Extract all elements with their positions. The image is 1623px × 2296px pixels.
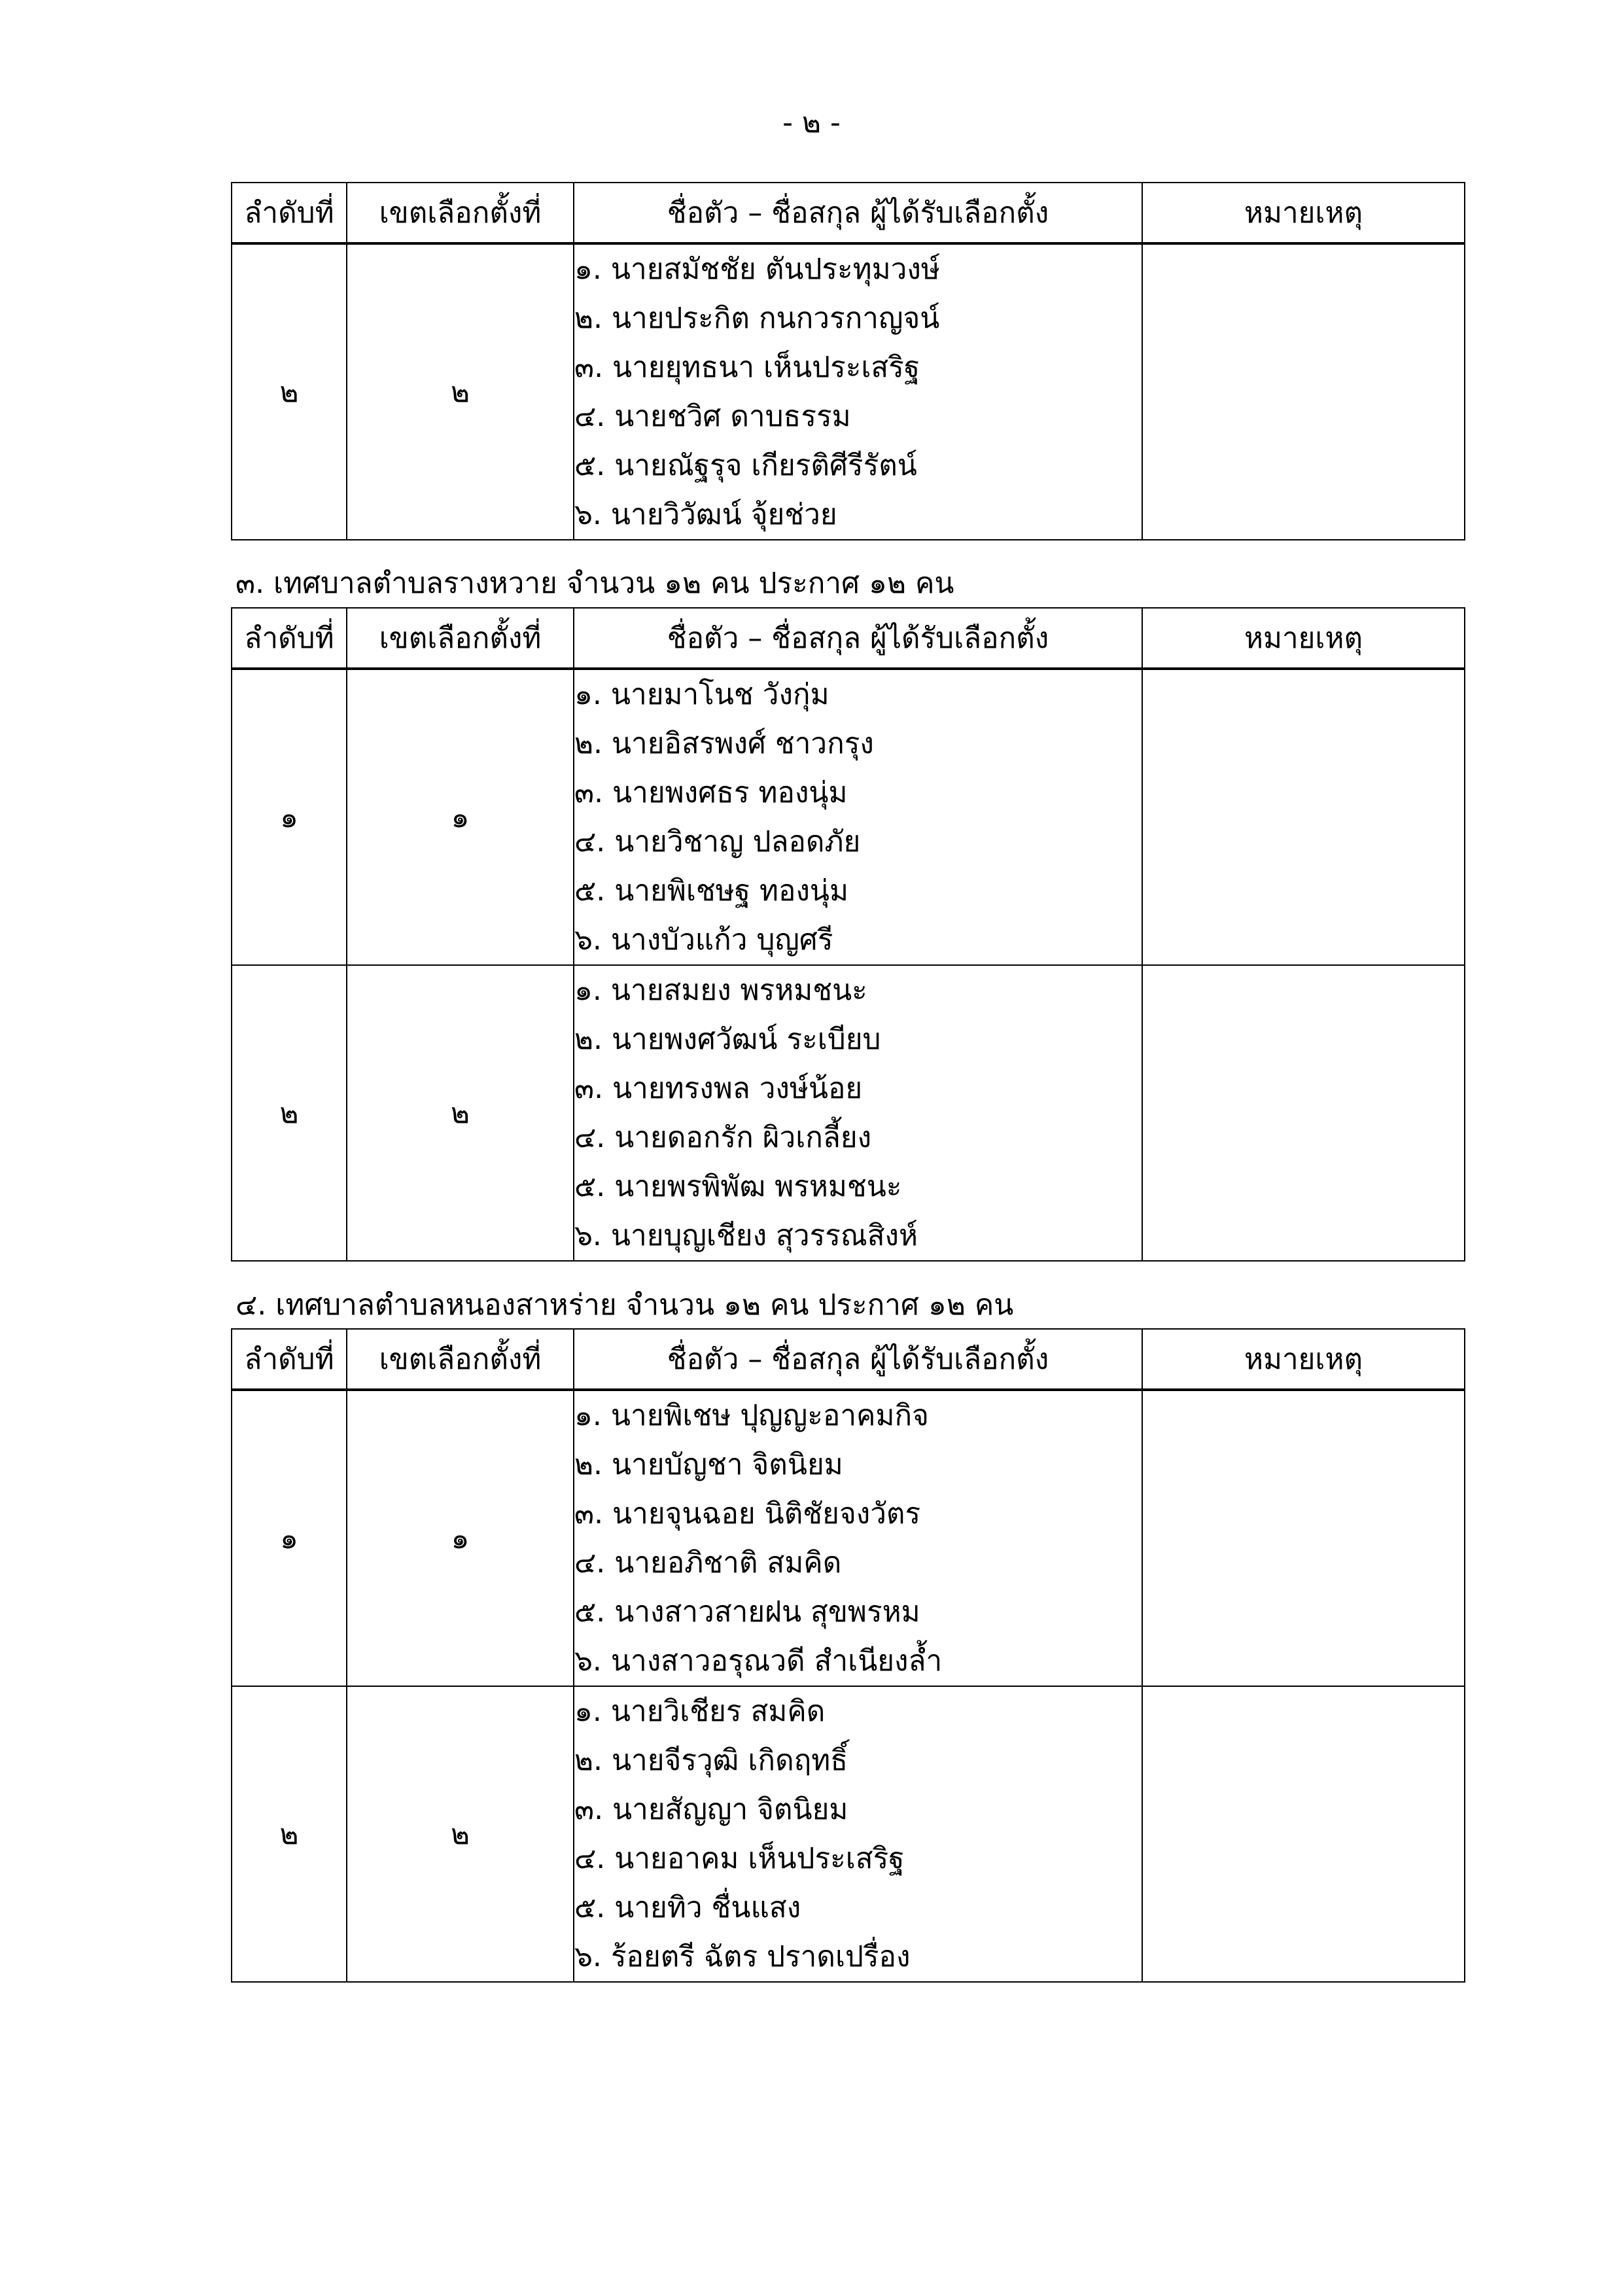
member-name: ๓. นายจุนฉอย นิติชัยจงวัตร <box>574 1497 921 1530</box>
member-name: ๒. นายอิสรพงศ์ ชาวกรุง <box>574 727 874 760</box>
cell-names <box>574 965 1142 1261</box>
table-row <box>232 1686 1465 1982</box>
table-row <box>232 965 1465 1261</box>
header-seq: ลำดับที่ <box>232 183 347 243</box>
member-name: ๖. นายวิวัฒน์ จุ้ยช่วย <box>574 498 837 531</box>
cell-remark <box>1142 1390 1465 1686</box>
cell-remark <box>1142 669 1465 965</box>
member-name: ๓. นายทรงพล วงษ์น้อย <box>574 1072 863 1105</box>
cell-names <box>574 669 1142 965</box>
member-name: ๕. นายณัฐรุจ เกียรติศีรีรัตน์ <box>574 449 917 482</box>
member-name: ๒. นายพงศวัฒน์ ระเบียบ <box>574 1023 881 1056</box>
cell-remark <box>1142 1686 1465 1982</box>
cell-district: ๒ <box>347 243 574 540</box>
results-table-section-3 <box>231 607 1465 1262</box>
member-name: ๑. นายมาโนช วังกุ่ม <box>574 678 829 711</box>
member-name: ๕. นางสาวสายฝน สุขพรหม <box>574 1595 920 1629</box>
member-name: ๑. นายวิเชียร สมคิด <box>574 1695 826 1728</box>
cell-district: ๒ <box>347 965 574 1261</box>
header-remark: หมายเหตุ <box>1142 1329 1465 1390</box>
cell-remark <box>1142 965 1465 1261</box>
member-name: ๔. นายอภิชาติ สมคิด <box>574 1546 842 1580</box>
member-name: ๔. นายอาคม เห็นประเสริฐ <box>574 1842 905 1875</box>
cell-remark <box>1142 243 1465 540</box>
cell-seq: ๒ <box>232 1686 347 1982</box>
header-name: ชื่อตัว – ชื่อสกุล ผู้ได้รับเลือกตั้ง <box>574 183 1142 243</box>
header-district: เขตเลือกตั้งที่ <box>347 1329 574 1390</box>
member-name: ๔. นายวิชาญ ปลอดภัย <box>574 825 861 858</box>
member-name: ๒. นายจีรวุฒิ เกิดฤทธิ์ <box>574 1744 848 1777</box>
section-title-4: ๔. เทศบาลตำบลหนองสาหร่าย จำนวน ๑๒ คน ประกาศ ๑๒ คน <box>236 1288 1014 1322</box>
cell-seq: ๑ <box>232 1390 347 1686</box>
member-name: ๕. นายทิว ชื่นแสง <box>574 1891 801 1924</box>
member-name: ๖. นางสาวอรุณวดี สำเนียงล้ำ <box>574 1644 943 1678</box>
table-header-row <box>232 608 1465 669</box>
table-row <box>232 243 1465 540</box>
cell-district: ๑ <box>347 669 574 965</box>
header-seq: ลำดับที่ <box>232 608 347 669</box>
member-name: ๒. นายบัญชา จิตนิยม <box>574 1448 843 1481</box>
cell-seq: ๑ <box>232 669 347 965</box>
section-title-3: ๓. เทศบาลตำบลรางหวาย จำนวน ๑๒ คน ประกาศ ๑๒ คน <box>236 567 954 600</box>
member-name: ๓. นายพงศธร ทองนุ่ม <box>574 776 848 809</box>
member-name: ๕. นายพิเชษฐ ทองนุ่ม <box>574 874 849 908</box>
member-name: ๔. นายดอกรัก ผิวเกลี้ยง <box>574 1121 872 1154</box>
member-name: ๒. นายประกิต กนกวรกาญจน์ <box>574 302 940 335</box>
cell-names <box>574 243 1142 540</box>
cell-seq: ๒ <box>232 965 347 1261</box>
header-name: ชื่อตัว – ชื่อสกุล ผู้ได้รับเลือกตั้ง <box>574 608 1142 669</box>
header-district: เขตเลือกตั้งที่ <box>347 608 574 669</box>
table-header-row <box>232 183 1465 243</box>
header-remark: หมายเหตุ <box>1142 608 1465 669</box>
member-name: ๔. นายชวิศ ดาบธรรม <box>574 400 851 433</box>
cell-seq: ๒ <box>232 243 347 540</box>
cell-names <box>574 1390 1142 1686</box>
cell-names <box>574 1686 1142 1982</box>
cell-district: ๒ <box>347 1686 574 1982</box>
header-name: ชื่อตัว – ชื่อสกุล ผู้ได้รับเลือกตั้ง <box>574 1329 1142 1390</box>
results-table-section-4 <box>231 1328 1465 1983</box>
page-number: - ๒ - <box>782 106 841 139</box>
header-remark: หมายเหตุ <box>1142 183 1465 243</box>
member-name: ๖. ร้อยตรี ฉัตร ปราดเปรื่อง <box>574 1940 911 1973</box>
cell-district: ๑ <box>347 1390 574 1686</box>
member-name: ๑. นายพิเชษ ปุญญะอาคมกิจ <box>574 1399 929 1432</box>
member-name: ๓. นายยุทธนา เห็นประเสริฐ <box>574 351 920 384</box>
member-name: ๖. นางบัวแก้ว บุญศรี <box>574 923 833 957</box>
member-name: ๑. นายสมยง พรหมชนะ <box>574 974 867 1007</box>
member-name: ๑. นายสมัชชัย ตันประทุมวงษ์ <box>574 253 940 286</box>
table-header-row <box>232 1329 1465 1390</box>
results-table-section-2 <box>231 182 1465 540</box>
member-name: ๖. นายบุญเชียง สุวรรณสิงห์ <box>574 1219 918 1252</box>
member-name: ๓. นายสัญญา จิตนิยม <box>574 1793 848 1826</box>
table-row <box>232 1390 1465 1686</box>
member-name: ๕. นายพรพิพัฒ พรหมชนะ <box>574 1170 902 1203</box>
header-district: เขตเลือกตั้งที่ <box>347 183 574 243</box>
table-row <box>232 669 1465 965</box>
header-seq: ลำดับที่ <box>232 1329 347 1390</box>
